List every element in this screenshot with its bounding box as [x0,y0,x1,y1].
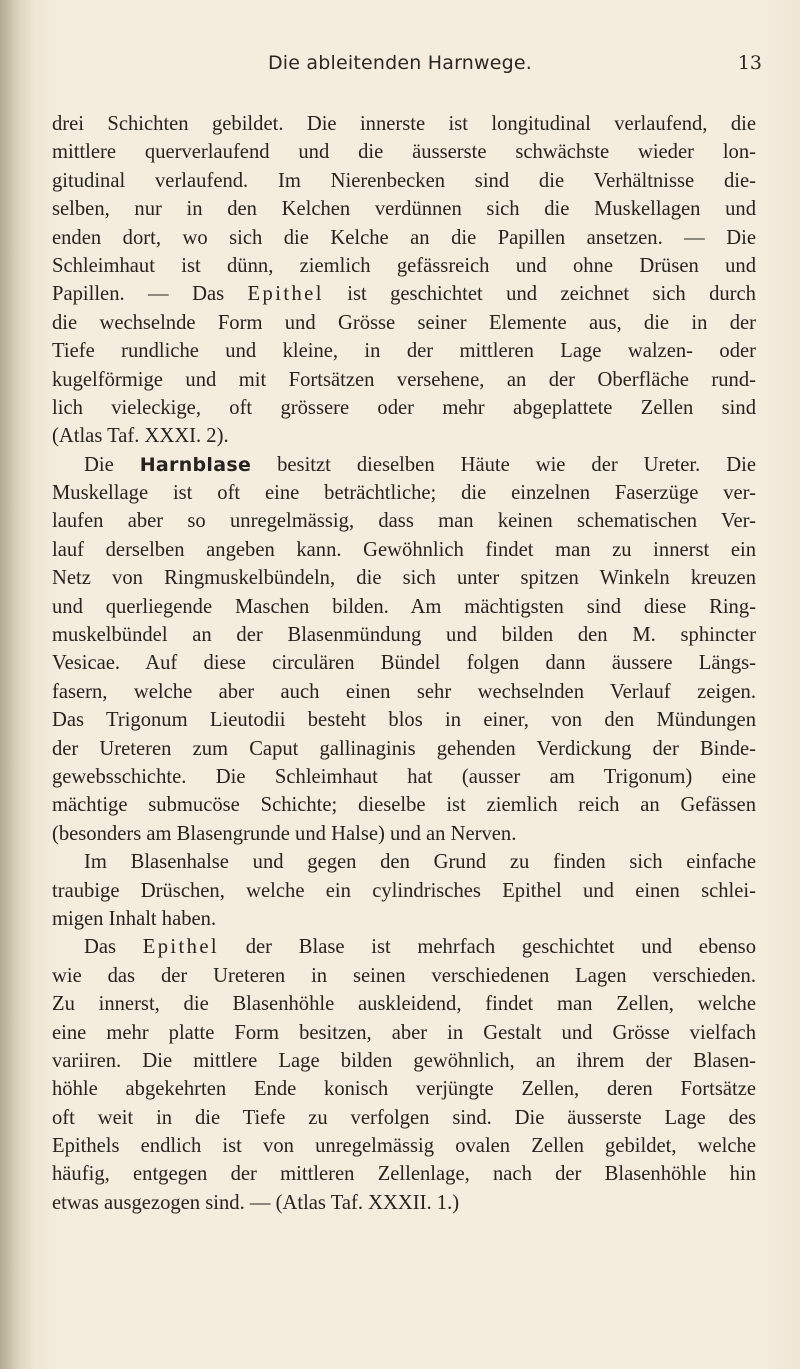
text-line: (besonders am Blasengrunde und Halse) und an Nerven. [52,822,517,845]
text-line: variiren. Die mittlere Lage bilden gewöhnlich, an ihrem der Blasen- [52,1049,756,1072]
text-line: eine mehr platte Form besitzen, aber in Gestalt und Grösse vielfach [52,1021,756,1044]
text-line [52,451,756,479]
text-line: traubige Drüschen, welche ein cylindrisches Epithel und einen schlei- [52,879,756,902]
text-line: Netz von Ringmuskelbündeln, die sich unter spitzen Winkeln kreuzen [52,567,756,590]
text-fragment: ist geschichtet und zeichnet sich durch [347,283,756,306]
text-line [52,933,756,961]
text-line: gewebsschichte. Die Schleimhaut hat (ausser am Trigonum) eine [52,765,756,788]
text-line: oft weit in die Tiefe zu verfolgen sind. Die äusserste Lage des [52,1106,756,1129]
text-line: wie das der Ureteren in seinen verschiedenen Lagen verschieden. [52,964,756,987]
text-line: Zu innerst, die Blasenhöhle auskleidend, findet man Zellen, welche [52,993,756,1016]
text-line: muskelbündel an der Blasenmündung und bilden den M. sphincter [52,624,756,647]
paragraph-4 [52,933,756,1217]
text-line: mittlere querverlaufend und die äusserste schwächste wieder lon- [52,141,756,164]
text-line: fasern, welche aber auch einen sehr wechselnden Verlauf zeigen. [52,680,756,703]
text-line: häufig, entgegen der mittleren Zellenlage, nach der Blasenhöhle hin [52,1163,756,1186]
text-line: Schleimhaut ist dünn, ziemlich gefässreich und ohne Drüsen und [52,254,756,277]
text-line: Muskellage ist oft eine beträchtliche; die einzelnen Faserzüge ver- [52,482,756,505]
emphasized-term: Epithel [247,283,324,306]
text-line: drei Schichten gebildet. Die innerste ist longitudinal verlaufend, die [52,113,756,135]
emphasized-term: Epithel [142,936,220,959]
text-line: selben, nur in den Kelchen verdünnen sich die Muskellagen und [52,198,756,221]
text-line: der Ureteren zum Caput gallinaginis gehenden Verdickung der Binde- [52,737,756,760]
text-fragment: besitzt dieselben Häute wie der Ureter. Die [277,453,756,476]
text-line: lich vieleckige, oft grössere oder mehr abgeplattete Zellen sind [52,396,756,419]
text-line: die wechselnde Form und Grösse seiner Elemente aus, die in der [52,311,756,334]
text-line: (Atlas Taf. XXXI. 2). [52,425,229,448]
page-header [40,52,760,80]
text-line: Tiefe rundliche und kleine, in der mittleren Lage walzen- oder [52,340,756,363]
text-line [52,280,756,308]
text-fragment: der Blase ist mehrfach geschichtet und ebenso [245,936,756,959]
text-line: mächtige submucöse Schichte; dieselbe ist ziemlich reich an Gefässen [52,794,756,817]
binding-shadow [0,0,34,1369]
text-fragment: Das [84,936,117,959]
text-fragment: Papillen. — Das [52,283,225,306]
text-line: kugelförmige und mit Fortsätzen versehene, an der Oberfläche rund- [52,368,756,391]
page-number: 13 [737,52,762,74]
text-line: lauf derselben angeben kann. Gewöhnlich findet man zu innerst ein [52,538,756,561]
text-line: migen Inhalt haben. [52,907,217,930]
section-term-harnblase: Harnblase [139,453,252,476]
text-line: Im Blasenhalse und gegen den Grund zu finden sich einfache [84,851,756,874]
text-line: enden dort, wo sich die Kelche an die Papillen ansetzen. — Die [52,226,756,249]
text-line: gitudinal verlaufend. Im Nierenbecken sind die Verhältnisse die- [52,169,756,192]
paragraph-3 [52,848,756,933]
text-line: Vesicae. Auf diese circulären Bündel folgen dann äussere Längs- [52,652,756,675]
running-title: Die ableitenden Harnwege. [267,52,533,74]
text-fragment: Die [84,453,114,476]
text-line: laufen aber so unregelmässig, dass man keinen schematischen Ver- [52,510,756,533]
paragraph-2 [52,451,756,848]
body-text [52,110,756,1217]
text-line: etwas ausgezogen sind. — (Atlas Taf. XXXII. 1.) [52,1191,460,1214]
paragraph-1 [52,110,756,451]
text-line: Das Trigonum Lieutodii besteht blos in einer, von den Mündungen [52,709,756,732]
text-line: Epithels endlich ist von unregelmässig ovalen Zellen gebildet, welche [52,1135,756,1158]
text-line: höhle abgekehrten Ende konisch verjüngte Zellen, deren Fortsätze [52,1078,756,1101]
text-line: und querliegende Maschen bilden. Am mächtigsten sind diese Ring- [52,595,756,618]
